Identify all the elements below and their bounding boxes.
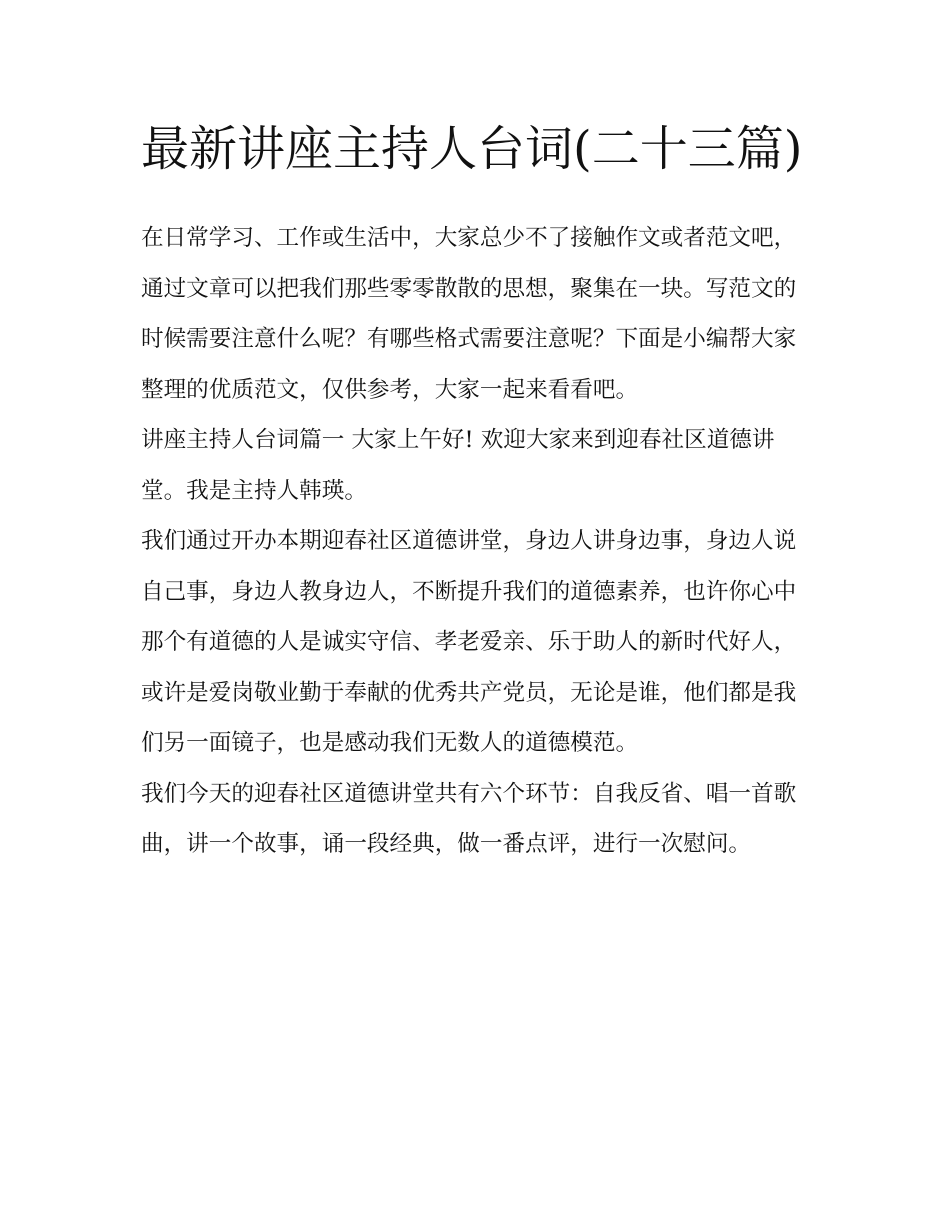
paragraph-intro: 在日常学习、工作或生活中，大家总少不了接触作文或者范文吧，通过文章可以把我们那些零零散散的思想，聚集在一块。写范文的时候需要注意什么呢？有哪些格式需要注意呢？下面是小编帮大家整理的优质范文，仅供参考，大家一起来看看吧。 [141, 225, 797, 403]
document-title: 最新讲座主持人台词(二十三篇) [141, 121, 803, 177]
paragraph-agenda: 我们今天的迎春社区道德讲堂共有六个环节：自我反省、唱一首歌曲，讲一个故事，诵一段经典，做一番点评，进行一次慰问。 [141, 780, 797, 857]
paragraph-purpose: 我们通过开办本期迎春社区道德讲堂，身边人讲身边事，身边人说自己事，身边人教身边人，不断提升我们的道德素养，也许你心中那个有道德的人是诚实守信、孝老爱亲、乐于助人的新时代好人，或许是爱岗敬业勤于奉献的优秀共产党员，无论是谁，他们都是我们另一面镜子，也是感动我们无数人的道德模范。 [141, 528, 797, 756]
paragraph-opening: 讲座主持人台词篇一 大家上午好! 欢迎大家来到迎春社区道德讲堂。我是主持人韩瑛。 [141, 427, 775, 504]
document-page [141, 112, 813, 870]
